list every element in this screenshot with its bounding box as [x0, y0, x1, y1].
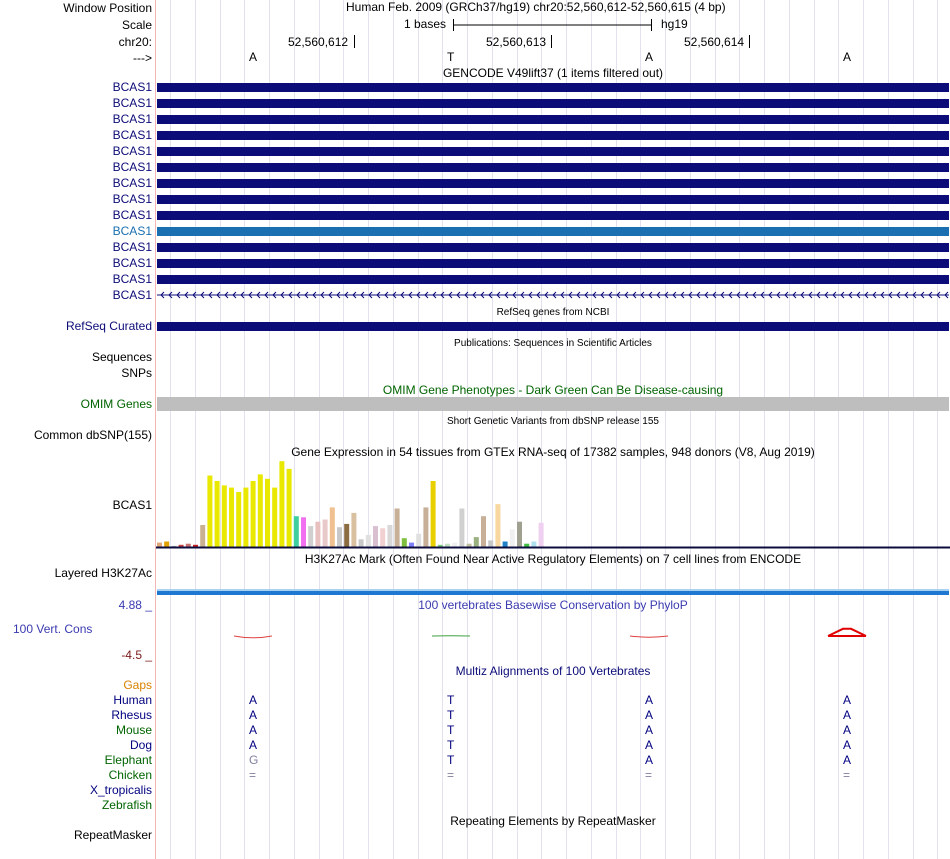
- alignment-base: A: [249, 693, 258, 707]
- alignment-base: T: [447, 708, 455, 722]
- grid-line: [294, 0, 295, 859]
- alignment-base: =: [447, 768, 455, 782]
- grid-line: [764, 0, 765, 859]
- species-label[interactable]: X_tropicalis: [89, 783, 152, 797]
- h3k27ac-signal-light: [157, 589, 949, 591]
- gtex-bar[interactable]: [431, 481, 436, 547]
- position-tick-2: [551, 35, 552, 48]
- gtex-bar[interactable]: [351, 513, 356, 547]
- refseq-gene-bar[interactable]: [157, 322, 949, 331]
- h3k27ac-signal[interactable]: [157, 591, 949, 595]
- alignment-base: T: [447, 753, 455, 767]
- alignment-base: A: [645, 738, 654, 752]
- gtex-bar[interactable]: [215, 481, 220, 547]
- grid-line: [319, 0, 320, 859]
- gtex-label[interactable]: BCAS1: [112, 498, 152, 512]
- gencode-item-label[interactable]: BCAS1: [112, 256, 152, 270]
- gtex-bar[interactable]: [488, 540, 493, 547]
- conservation-mark[interactable]: [630, 636, 668, 637]
- alignment-base: A: [843, 738, 852, 752]
- grid-line: [739, 0, 740, 859]
- gtex-bar[interactable]: [279, 461, 284, 547]
- grid-line: [913, 0, 914, 859]
- gtex-bar[interactable]: [531, 542, 536, 548]
- gaps-label[interactable]: Gaps: [123, 678, 152, 692]
- snps-label[interactable]: SNPs: [121, 366, 152, 380]
- alignment-base: A: [645, 693, 654, 707]
- strand-label: --->: [133, 51, 152, 65]
- species-label[interactable]: Zebrafish: [101, 798, 152, 812]
- omim-label[interactable]: OMIM Genes: [80, 397, 152, 411]
- alignment-base: A: [249, 708, 258, 722]
- position-3: 52,560,614: [684, 35, 745, 49]
- gtex-track-title[interactable]: Gene Expression in 54 tissues from GTEx RNA-seq of 17382 samples, 948 donors (V8, Aug 2019): [291, 445, 815, 459]
- gencode-item-label[interactable]: BCAS1: [112, 272, 152, 286]
- omim-track-title[interactable]: OMIM Gene Phenotypes - Dark Green Can Be Disease-causing: [382, 383, 724, 397]
- alignment-base: =: [645, 768, 653, 782]
- grid-line: [863, 0, 864, 859]
- gtex-bar[interactable]: [236, 492, 241, 547]
- gtex-bar[interactable]: [510, 529, 515, 547]
- grid-line: [517, 0, 518, 859]
- gencode-transcript-bar[interactable]: [157, 227, 949, 236]
- grid-line: [343, 0, 344, 859]
- position-tick-1: [354, 35, 355, 48]
- scale-bar: [453, 17, 653, 33]
- alignment-base: =: [843, 768, 851, 782]
- alignment-base: A: [843, 723, 852, 737]
- gencode-intron-line[interactable]: [157, 290, 949, 300]
- gencode-transcript-bar[interactable]: [157, 243, 949, 252]
- grid-line: [937, 0, 938, 859]
- gtex-bar[interactable]: [337, 527, 342, 547]
- grid-line: [269, 0, 270, 859]
- alignment-base: A: [645, 723, 654, 737]
- dbsnp-track-title[interactable]: Short Genetic Variants from dbSNP release 155: [447, 416, 659, 427]
- gencode-transcript-bar[interactable]: [157, 195, 949, 204]
- gtex-bar[interactable]: [409, 543, 414, 547]
- gencode-item-label[interactable]: BCAS1: [112, 240, 152, 254]
- conservation-label[interactable]: 100 Vert. Cons: [13, 622, 93, 636]
- grid-line: [418, 0, 419, 859]
- base-4: A: [843, 50, 852, 64]
- gtex-chart[interactable]: [156, 458, 950, 550]
- gtex-bar[interactable]: [229, 488, 234, 547]
- gencode-item-label[interactable]: BCAS1: [112, 176, 152, 190]
- gtex-bar[interactable]: [301, 517, 306, 547]
- gtex-bar[interactable]: [481, 516, 486, 547]
- grid-line: [566, 0, 567, 859]
- grid-line: [393, 0, 394, 859]
- grid-line: [244, 0, 245, 859]
- base-3: A: [645, 50, 654, 64]
- repeatmasker-track-title[interactable]: Repeating Elements by RepeatMasker: [450, 814, 656, 828]
- sequences-label[interactable]: Sequences: [91, 350, 152, 364]
- gencode-item-label[interactable]: BCAS1: [112, 80, 152, 94]
- gencode-track-title[interactable]: GENCODE V49lift37 (1 items filtered out): [442, 66, 664, 80]
- gencode-item-label[interactable]: BCAS1: [112, 144, 152, 158]
- gtex-bar[interactable]: [258, 474, 263, 547]
- chrom-label: chr20:: [118, 35, 152, 49]
- position-tick-3: [749, 35, 750, 48]
- refseq-track-title[interactable]: RefSeq genes from NCBI: [496, 307, 610, 318]
- alignment-base: A: [645, 708, 654, 722]
- grid-line: [368, 0, 369, 859]
- gencode-item-label[interactable]: BCAS1: [112, 224, 152, 238]
- window-position-label: Window Position: [63, 1, 152, 15]
- h3k27ac-track-title[interactable]: H3K27Ac Mark (Often Found Near Active Regulatory Elements) on 7 cell lines from ENCODE: [304, 552, 802, 566]
- gencode-transcript-bar[interactable]: [157, 211, 949, 220]
- conservation-min-label: -4.5 _: [121, 648, 152, 662]
- gencode-item-label[interactable]: BCAS1: [112, 112, 152, 126]
- alignment-base: A: [843, 708, 852, 722]
- multiz-track-title[interactable]: Multiz Alignments of 100 Vertebrates: [455, 664, 651, 678]
- alignment-base: T: [447, 693, 455, 707]
- grid-line: [170, 0, 171, 859]
- alignment-base: A: [843, 693, 852, 707]
- alignment-base: G: [249, 753, 259, 767]
- grid-line: [591, 0, 592, 859]
- species-label[interactable]: Mouse: [115, 723, 152, 737]
- gtex-bar[interactable]: [315, 522, 320, 547]
- gencode-transcript-bar[interactable]: [157, 163, 949, 172]
- publications-track-title[interactable]: Publications: Sequences in Scientific Articles: [454, 338, 652, 349]
- gtex-bar[interactable]: [243, 488, 248, 547]
- gtex-bar[interactable]: [387, 525, 392, 547]
- grid-line: [616, 0, 617, 859]
- species-label[interactable]: Elephant: [104, 753, 152, 767]
- scale-assembly: hg19: [661, 17, 688, 31]
- gencode-transcript-bar[interactable]: [157, 99, 949, 108]
- gtex-bar[interactable]: [402, 538, 407, 547]
- gtex-bar[interactable]: [272, 488, 277, 547]
- alignment-base: A: [249, 723, 258, 737]
- gtex-bar[interactable]: [323, 520, 328, 548]
- base-2: T: [447, 50, 455, 64]
- grid-line: [467, 0, 468, 859]
- gtex-bar[interactable]: [344, 524, 349, 547]
- gtex-bar[interactable]: [265, 479, 270, 547]
- dbsnp-label[interactable]: Common dbSNP(155): [33, 428, 152, 442]
- gencode-transcript-bar[interactable]: [157, 115, 949, 124]
- grid-line: [492, 0, 493, 859]
- gencode-item-label[interactable]: BCAS1: [112, 96, 152, 110]
- grid-line: [888, 0, 889, 859]
- gtex-bar[interactable]: [459, 509, 464, 548]
- species-label[interactable]: Dog: [129, 738, 152, 752]
- conservation-max-label: 4.88 _: [118, 598, 152, 612]
- gtex-bar[interactable]: [423, 507, 428, 547]
- gtex-bar[interactable]: [366, 535, 371, 547]
- repeatmasker-label[interactable]: RepeatMasker: [73, 828, 152, 842]
- conservation-mark[interactable]: [828, 629, 866, 636]
- grid-line: [690, 0, 691, 859]
- gencode-item-label[interactable]: BCAS1: [112, 128, 152, 142]
- h3k27ac-label[interactable]: Layered H3K27Ac: [54, 566, 152, 580]
- alignment-base: A: [645, 753, 654, 767]
- alignment-base: A: [843, 753, 852, 767]
- gencode-transcript-bar[interactable]: [157, 275, 949, 284]
- gtex-bar[interactable]: [373, 526, 378, 547]
- species-label[interactable]: Human: [113, 693, 152, 707]
- gtex-bar[interactable]: [207, 476, 212, 548]
- gtex-bar[interactable]: [452, 543, 457, 547]
- gencode-transcript-bar[interactable]: [157, 147, 949, 156]
- gtex-bar[interactable]: [251, 481, 256, 547]
- scale-label: Scale: [121, 18, 152, 32]
- grid-line: [665, 0, 666, 859]
- gtex-bar[interactable]: [503, 542, 508, 548]
- gtex-bar[interactable]: [287, 469, 292, 547]
- gtex-bar[interactable]: [200, 525, 205, 547]
- gencode-transcript-bar[interactable]: [157, 83, 949, 92]
- conservation-mark[interactable]: [234, 636, 272, 638]
- gencode-item-label[interactable]: BCAS1: [112, 160, 152, 174]
- grid-line: [715, 0, 716, 859]
- gtex-bar[interactable]: [539, 523, 544, 547]
- conservation-track-title[interactable]: 100 vertebrates Basewise Conservation by PhyloP: [418, 598, 688, 612]
- alignment-base: A: [249, 738, 258, 752]
- alignment-base: =: [249, 768, 257, 782]
- gtex-bar[interactable]: [517, 522, 522, 547]
- grid-line: [640, 0, 641, 859]
- gencode-item-label[interactable]: BCAS1: [112, 208, 152, 222]
- species-label[interactable]: Rhesus: [111, 708, 152, 722]
- gtex-bar[interactable]: [495, 504, 500, 547]
- gtex-bar[interactable]: [308, 526, 313, 547]
- scale-value: 1 bases: [404, 17, 447, 31]
- gtex-bar[interactable]: [164, 542, 169, 548]
- gtex-bar[interactable]: [380, 528, 385, 547]
- grid-line: [838, 0, 839, 859]
- label-separator: [155, 0, 156, 859]
- alignment-base: T: [447, 723, 455, 737]
- gtex-bar[interactable]: [294, 516, 299, 547]
- gtex-bar[interactable]: [157, 543, 162, 547]
- gtex-bar[interactable]: [359, 539, 364, 547]
- gtex-bar[interactable]: [395, 509, 400, 548]
- refseq-label[interactable]: RefSeq Curated: [65, 319, 152, 333]
- base-1: A: [249, 50, 258, 64]
- grid-line: [541, 0, 542, 859]
- gtex-bar[interactable]: [330, 507, 335, 547]
- window-position-value: Human Feb. 2009 (GRCh37/hg19) chr20:52,560,612-52,560,615 (4 bp): [346, 0, 726, 14]
- gencode-item-label[interactable]: BCAS1: [112, 192, 152, 206]
- gencode-transcript-bar[interactable]: [157, 131, 949, 140]
- alignment-base: T: [447, 738, 455, 752]
- position-1: 52,560,612: [288, 35, 349, 49]
- omim-gene-bar[interactable]: [157, 397, 949, 411]
- grid-line: [814, 0, 815, 859]
- conservation-plot[interactable]: [156, 612, 950, 652]
- grid-line: [789, 0, 790, 859]
- gencode-item-label[interactable]: BCAS1: [112, 288, 152, 302]
- grid-line: [442, 0, 443, 859]
- gencode-transcript-bar[interactable]: [157, 179, 949, 188]
- gtex-bar[interactable]: [416, 534, 421, 547]
- gtex-bar[interactable]: [222, 485, 227, 547]
- gtex-bar[interactable]: [474, 537, 479, 547]
- gencode-transcript-bar[interactable]: [157, 259, 949, 268]
- species-label[interactable]: Chicken: [108, 768, 152, 782]
- position-2: 52,560,613: [486, 35, 547, 49]
- grid-line: [220, 0, 221, 859]
- grid-line: [195, 0, 196, 859]
